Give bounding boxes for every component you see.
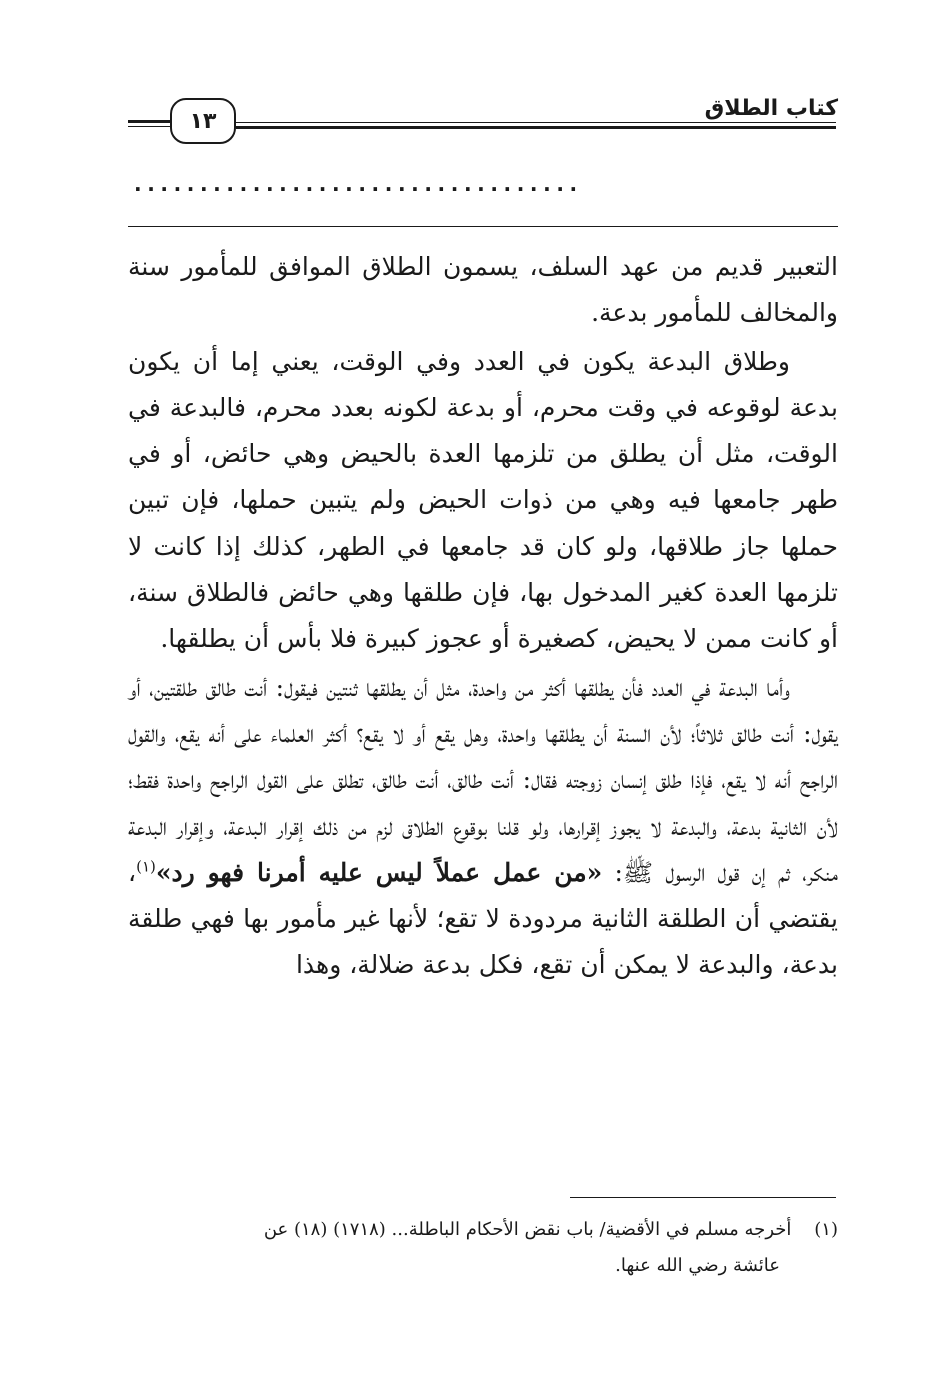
paragraph-3-end: ، يقتضي أن الطلقة الثانية مردودة لا تقع؛ لأنها غير مأمور بها فهي طلقة بدعة، والبدعة لا يمكن أن تقع، فكل بدعة ضلالة، وهذا <box>128 857 838 980</box>
section-divider <box>128 226 838 227</box>
dotted-separator: .................................. <box>134 172 583 196</box>
page-header <box>128 96 838 146</box>
footnote-marker: (١) <box>814 1219 838 1240</box>
paragraph-3 <box>128 665 838 989</box>
footnote-divider <box>570 1197 836 1198</box>
paragraph-2: وطلاق البدعة يكون في العدد وفي الوقت، يعني إما أن يكون بدعة لوقوعه في وقت محرم، أو بدعة لكونه بعدد محرم، فالبدعة في الوقت، مثل أن يطلق من تلزمها العدة بالحيض وهي حائض، أو في طهر جامعها فيه وهي من ذوات الحيض ولم يتبين حملها، فإن تبين حملها جاز طلاقها، ولو كان قد جامعها في الطهر، كذلك إذا كانت لا تلزمها العدة كغير المدخول بها، فإن طلقها وهي حائض فالطلاق سنة، أو كانت ممن لا يحيض، كصغيرة أو عجوز كبيرة فلا بأس أن يطلقها. <box>128 346 838 654</box>
footnote <box>128 1212 838 1284</box>
header-rule-left-thin <box>128 126 170 127</box>
main-text <box>128 244 838 989</box>
hadith-quote: «من عمل عملاً ليس عليه أمرنا فهو رد» <box>155 857 603 887</box>
header-rule-right <box>236 126 836 129</box>
header-rule-right-thin <box>236 122 836 123</box>
paragraph-1: التعبير قديم من عهد السلف، يسمون الطلاق الموافق للمأمور سنة والمخالف للمأمور بدعة. <box>128 252 838 328</box>
footnote-line-1 <box>128 1212 838 1248</box>
page-number: ١٣ <box>170 98 236 144</box>
footnote-text: أخرجه مسلم في الأقضية/ باب نقض الأحكام الباطلة... (١٧١٨) (١٨) عن <box>263 1219 792 1240</box>
footnote-reference: (١) <box>136 857 156 876</box>
book-title: كتاب الطلاق <box>704 96 838 121</box>
header-rule-left <box>128 120 170 123</box>
paragraph-3-start: وأما البدعة في العدد فأن يطلقها أكثر من واحدة، مثل أن يطلقها ثنتين فيقول: أنت طالق طلقتين، أو يقول: أنت طالق ثلاثاً؛ لأن السنة أن يطلقها واحدة، وهل يقع أو لا يقع؟ أكثر العلماء على أنه يقع، والقول الراجح أنه لا يقع، فإذا طلق إنسان زوجته فقال: أنت طالق، أنت طالق، تطلق على القول الراجح واحدة فقط؛ لأن الثانية بدعة، والبدعة لا يجوز إقرارها، ولو قلنا بوقوع الطلاق لزم من ذلك إقرار البدعة، وإقرار البدعة منكر، ثم إن قول الرسول ﷺ: <box>128 672 839 887</box>
footnote-line-2: عائشة رضي الله عنها. <box>615 1255 780 1276</box>
